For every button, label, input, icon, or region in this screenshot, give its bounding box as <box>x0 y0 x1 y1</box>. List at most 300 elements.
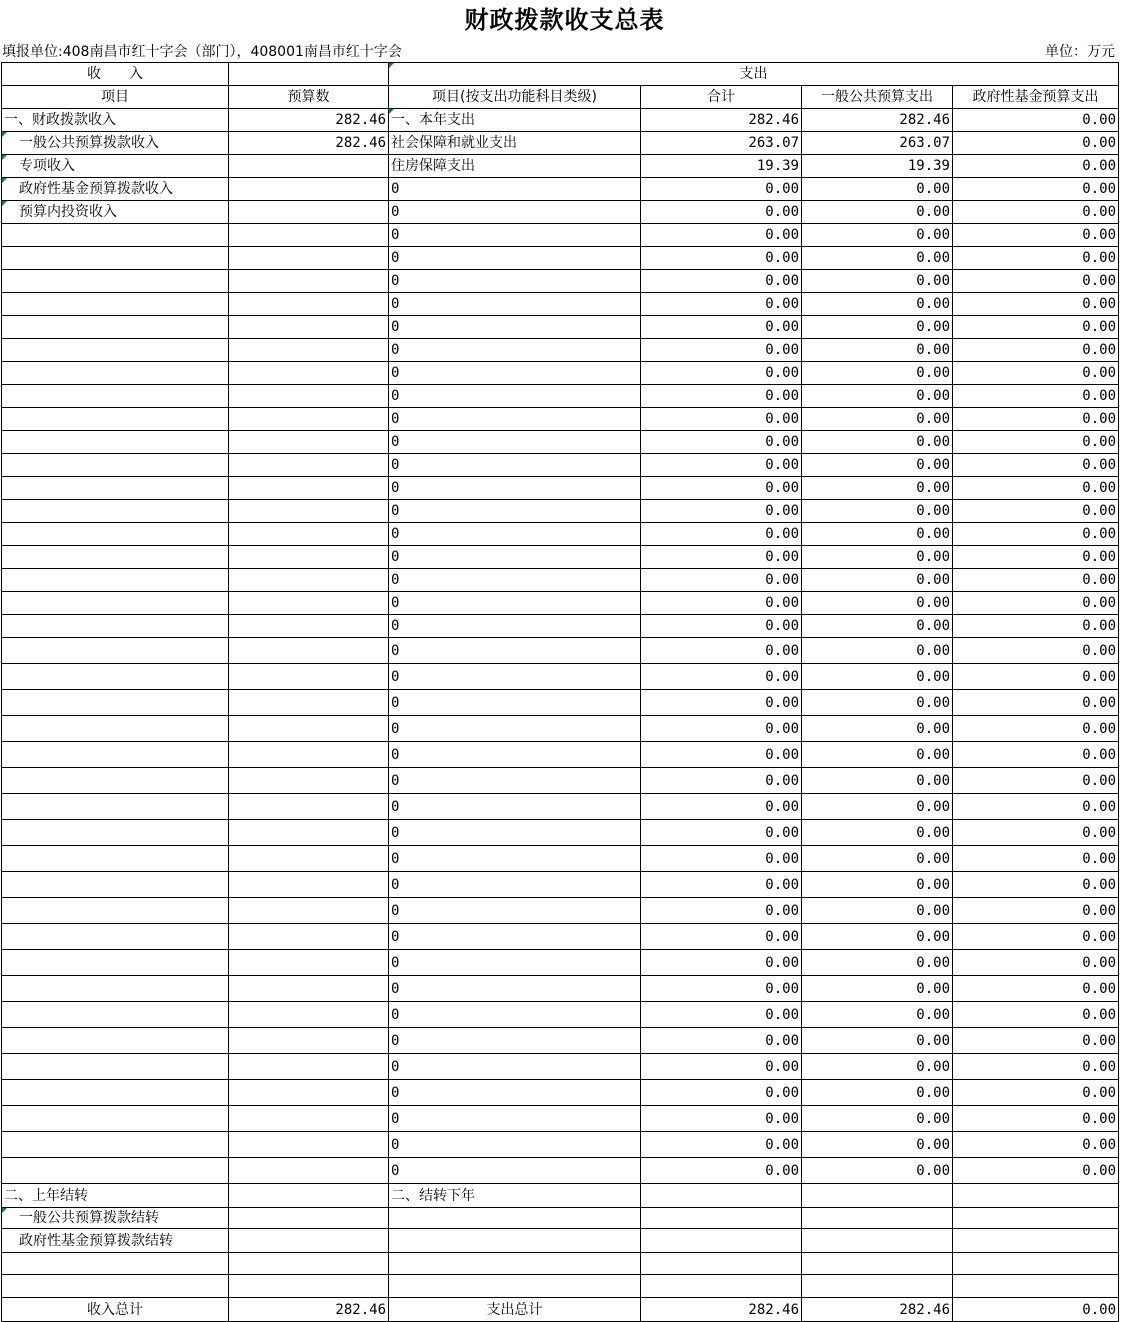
expense-item-cell: 0 <box>389 846 641 872</box>
income-item-cell <box>2 664 229 690</box>
income-item-cell <box>2 690 229 716</box>
expense-item-cell: 一、本年支出 <box>389 109 641 132</box>
carry-row <box>2 1229 1119 1253</box>
table-row <box>2 385 1119 408</box>
expense-total-cell: 0.00 <box>641 1158 802 1184</box>
expense-fund-cell: 0.00 <box>953 615 1119 638</box>
income-budget-cell <box>229 924 389 950</box>
table-row <box>2 664 1119 690</box>
table-row <box>2 109 1119 132</box>
table-row <box>2 523 1119 546</box>
expense-general-cell: 0.00 <box>802 950 953 976</box>
carry-total-cell <box>641 1275 802 1298</box>
expense-fund-cell: 0.00 <box>953 1132 1119 1158</box>
expense-total-cell: 19.39 <box>641 155 802 178</box>
expense-fund-cell: 0.00 <box>953 664 1119 690</box>
income-item-cell <box>2 546 229 569</box>
expense-fund-total-value: 0.00 <box>953 1298 1119 1322</box>
expense-general-cell: 0.00 <box>802 431 953 454</box>
expense-fund-cell: 0.00 <box>953 638 1119 664</box>
income-item-cell <box>2 385 229 408</box>
table-row <box>2 950 1119 976</box>
expense-total-cell: 0.00 <box>641 247 802 270</box>
income-total-value: 282.46 <box>229 1298 389 1322</box>
income-budget-cell <box>229 1028 389 1054</box>
income-budget-cell <box>229 768 389 794</box>
carry-total-cell <box>641 1208 802 1229</box>
table-row <box>2 178 1119 201</box>
expense-general-cell: 19.39 <box>802 155 953 178</box>
expense-fund-cell: 0.00 <box>953 976 1119 1002</box>
expense-total-cell: 0.00 <box>641 569 802 592</box>
expense-item-cell: 0 <box>389 976 641 1002</box>
carry-fund-cell <box>953 1253 1119 1275</box>
expense-item-cell: 0 <box>389 454 641 477</box>
expense-item-cell: 0 <box>389 1028 641 1054</box>
expense-fund-cell: 0.00 <box>953 132 1119 155</box>
expense-item-cell: 0 <box>389 523 641 546</box>
expense-total-cell: 263.07 <box>641 132 802 155</box>
income-budget-cell <box>229 615 389 638</box>
budget-table <box>1 62 1119 1322</box>
expense-total-cell: 0.00 <box>641 976 802 1002</box>
expense-general-total-value: 282.46 <box>802 1298 953 1322</box>
carry-expense-item-cell <box>389 1275 641 1298</box>
expense-total-cell: 0.00 <box>641 794 802 820</box>
currency-unit: 单位：万元 <box>1045 44 1115 60</box>
expense-general-cell: 0.00 <box>802 898 953 924</box>
income-item-cell <box>2 1132 229 1158</box>
expense-general-cell: 0.00 <box>802 1028 953 1054</box>
income-budget-cell <box>229 664 389 690</box>
expense-item-cell: 0 <box>389 385 641 408</box>
expense-total-cell: 282.46 <box>641 109 802 132</box>
expense-fund-cell: 0.00 <box>953 872 1119 898</box>
expense-item-cell: 0 <box>389 1106 641 1132</box>
expense-fund-cell: 0.00 <box>953 1080 1119 1106</box>
expense-total-label: 支出总计 <box>389 1298 641 1322</box>
col-total-header: 合计 <box>641 86 802 109</box>
expense-general-cell: 0.00 <box>802 638 953 664</box>
expense-general-cell: 0.00 <box>802 592 953 615</box>
table-row <box>2 293 1119 316</box>
expense-item-cell: 0 <box>389 500 641 523</box>
table-row <box>2 924 1119 950</box>
column-header-row <box>2 86 1119 109</box>
expense-item-cell: 0 <box>389 690 641 716</box>
table-row <box>2 270 1119 293</box>
expense-item-cell: 0 <box>389 716 641 742</box>
expense-item-cell: 0 <box>389 768 641 794</box>
table-row <box>2 716 1119 742</box>
income-budget-cell <box>229 638 389 664</box>
expense-general-cell: 0.00 <box>802 690 953 716</box>
income-item-cell <box>2 716 229 742</box>
expense-fund-cell: 0.00 <box>953 742 1119 768</box>
col-fund-header: 政府性基金预算支出 <box>953 86 1119 109</box>
income-budget-cell <box>229 247 389 270</box>
expense-item-cell: 0 <box>389 477 641 500</box>
expense-total-cell: 0.00 <box>641 201 802 224</box>
table-row <box>2 132 1119 155</box>
expense-general-cell: 0.00 <box>802 293 953 316</box>
table-row <box>2 339 1119 362</box>
expense-item-cell: 0 <box>389 794 641 820</box>
expense-total-cell: 0.00 <box>641 546 802 569</box>
carry-budget-cell <box>229 1208 389 1229</box>
income-item-cell <box>2 1002 229 1028</box>
income-item-cell <box>2 1028 229 1054</box>
table-row <box>2 898 1119 924</box>
table-row <box>2 362 1119 385</box>
expense-fund-cell: 0.00 <box>953 339 1119 362</box>
income-budget-cell <box>229 500 389 523</box>
expense-fund-cell: 0.00 <box>953 454 1119 477</box>
expense-total-cell: 0.00 <box>641 742 802 768</box>
expense-fund-cell: 0.00 <box>953 293 1119 316</box>
expense-total-cell: 0.00 <box>641 1106 802 1132</box>
expense-general-cell: 0.00 <box>802 820 953 846</box>
carry-row <box>2 1208 1119 1229</box>
expense-total-value: 282.46 <box>641 1298 802 1322</box>
income-item-cell <box>2 638 229 664</box>
income-budget-cell <box>229 690 389 716</box>
expense-total-cell: 0.00 <box>641 846 802 872</box>
income-item-cell <box>2 270 229 293</box>
expense-item-cell: 0 <box>389 408 641 431</box>
expense-fund-cell: 0.00 <box>953 500 1119 523</box>
table-row <box>2 690 1119 716</box>
expense-general-cell: 282.46 <box>802 109 953 132</box>
carry-budget-cell <box>229 1275 389 1298</box>
income-budget-cell <box>229 1132 389 1158</box>
income-budget-cell <box>229 898 389 924</box>
income-budget-cell <box>229 546 389 569</box>
table-row <box>2 615 1119 638</box>
table-row <box>2 1158 1119 1184</box>
table-row <box>2 247 1119 270</box>
expense-total-cell: 0.00 <box>641 224 802 247</box>
carry-total-cell <box>641 1184 802 1208</box>
col-item-header: 项目 <box>2 86 229 109</box>
income-budget-cell <box>229 155 389 178</box>
expense-item-cell: 0 <box>389 924 641 950</box>
expense-general-cell: 0.00 <box>802 1080 953 1106</box>
income-budget-cell <box>229 1054 389 1080</box>
income-budget-cell <box>229 362 389 385</box>
expense-item-cell: 社会保障和就业支出 <box>389 132 641 155</box>
reporting-unit: 填报单位:408南昌市红十字会（部门），408001南昌市红十字会 <box>2 44 402 60</box>
carry-general-cell <box>802 1229 953 1253</box>
income-budget-cell <box>229 1080 389 1106</box>
expense-fund-cell: 0.00 <box>953 155 1119 178</box>
expense-fund-cell: 0.00 <box>953 768 1119 794</box>
expense-item-cell: 0 <box>389 872 641 898</box>
income-item-cell <box>2 224 229 247</box>
income-budget-cell <box>229 1002 389 1028</box>
income-item-cell <box>2 768 229 794</box>
expense-general-cell: 0.00 <box>802 247 953 270</box>
expense-general-cell: 0.00 <box>802 846 953 872</box>
expense-fund-cell: 0.00 <box>953 716 1119 742</box>
expense-general-cell: 0.00 <box>802 385 953 408</box>
expense-general-cell: 0.00 <box>802 270 953 293</box>
expense-general-cell: 0.00 <box>802 664 953 690</box>
income-item-cell <box>2 500 229 523</box>
income-budget-cell <box>229 1158 389 1184</box>
income-item-cell <box>2 431 229 454</box>
expense-total-cell: 0.00 <box>641 293 802 316</box>
expense-item-cell: 0 <box>389 431 641 454</box>
table-row <box>2 1028 1119 1054</box>
income-item-cell <box>2 362 229 385</box>
expense-general-cell: 0.00 <box>802 1158 953 1184</box>
expense-general-cell: 0.00 <box>802 615 953 638</box>
expense-general-cell: 0.00 <box>802 716 953 742</box>
income-item-cell <box>2 316 229 339</box>
income-budget-cell <box>229 316 389 339</box>
income-item-cell <box>2 247 229 270</box>
income-item-cell <box>2 820 229 846</box>
expense-item-cell: 0 <box>389 224 641 247</box>
expense-fund-cell: 0.00 <box>953 477 1119 500</box>
income-item-cell <box>2 523 229 546</box>
income-item-cell <box>2 924 229 950</box>
table-row <box>2 1132 1119 1158</box>
expense-item-cell: 0 <box>389 1054 641 1080</box>
carry-item-cell: 一般公共预算拨款结转 <box>2 1208 229 1229</box>
carry-general-cell <box>802 1253 953 1275</box>
income-item-cell <box>2 615 229 638</box>
expense-fund-cell: 0.00 <box>953 592 1119 615</box>
expense-item-cell: 0 <box>389 615 641 638</box>
table-row <box>2 454 1119 477</box>
totals-row <box>2 1298 1119 1322</box>
col-general-header: 一般公共预算支出 <box>802 86 953 109</box>
expense-fund-cell: 0.00 <box>953 546 1119 569</box>
income-item-cell <box>2 976 229 1002</box>
expense-general-cell: 0.00 <box>802 1054 953 1080</box>
table-row <box>2 1106 1119 1132</box>
expense-fund-cell: 0.00 <box>953 569 1119 592</box>
expense-fund-cell: 0.00 <box>953 794 1119 820</box>
income-item-cell <box>2 339 229 362</box>
expense-fund-cell: 0.00 <box>953 950 1119 976</box>
income-item-cell <box>2 950 229 976</box>
income-item-cell <box>2 1080 229 1106</box>
table-row <box>2 592 1119 615</box>
table-row <box>2 1080 1119 1106</box>
expense-general-cell: 0.00 <box>802 339 953 362</box>
expense-fund-cell: 0.00 <box>953 1054 1119 1080</box>
expense-item-cell: 0 <box>389 339 641 362</box>
expense-fund-cell: 0.00 <box>953 820 1119 846</box>
expense-total-cell: 0.00 <box>641 523 802 546</box>
carry-general-cell <box>802 1184 953 1208</box>
table-row <box>2 224 1119 247</box>
group-header-row <box>2 63 1119 86</box>
expense-item-cell: 0 <box>389 569 641 592</box>
expense-fund-cell: 0.00 <box>953 1002 1119 1028</box>
expense-total-cell: 0.00 <box>641 872 802 898</box>
expense-fund-cell: 0.00 <box>953 431 1119 454</box>
expense-general-cell: 0.00 <box>802 178 953 201</box>
expense-item-cell: 0 <box>389 1158 641 1184</box>
income-budget-cell: 282.46 <box>229 109 389 132</box>
carry-total-cell <box>641 1229 802 1253</box>
carry-general-cell <box>802 1275 953 1298</box>
income-budget-cell <box>229 431 389 454</box>
col-exp-item-header: 项目(按支出功能科目类级) <box>389 86 641 109</box>
expense-general-cell: 0.00 <box>802 872 953 898</box>
table-row <box>2 1054 1119 1080</box>
expense-total-cell: 0.00 <box>641 270 802 293</box>
expense-fund-cell: 0.00 <box>953 178 1119 201</box>
income-budget-cell <box>229 454 389 477</box>
carry-item-cell <box>2 1275 229 1298</box>
table-row <box>2 546 1119 569</box>
expense-general-cell: 0.00 <box>802 546 953 569</box>
income-budget-cell <box>229 385 389 408</box>
income-item-cell <box>2 872 229 898</box>
expense-group-header: 支出 <box>389 63 1119 86</box>
carry-expense-item-cell <box>389 1229 641 1253</box>
table-row <box>2 500 1119 523</box>
income-budget-cell <box>229 592 389 615</box>
expense-total-cell: 0.00 <box>641 316 802 339</box>
expense-item-cell: 0 <box>389 362 641 385</box>
income-budget-cell: 282.46 <box>229 132 389 155</box>
income-item-cell: 一、财政拨款收入 <box>2 109 229 132</box>
table-row <box>2 431 1119 454</box>
expense-total-cell: 0.00 <box>641 408 802 431</box>
expense-general-cell: 0.00 <box>802 224 953 247</box>
carry-expense-item-cell <box>389 1208 641 1229</box>
expense-total-cell: 0.00 <box>641 592 802 615</box>
expense-total-cell: 0.00 <box>641 638 802 664</box>
expense-fund-cell: 0.00 <box>953 690 1119 716</box>
expense-item-cell: 0 <box>389 950 641 976</box>
expense-total-cell: 0.00 <box>641 716 802 742</box>
expense-fund-cell: 0.00 <box>953 247 1119 270</box>
expense-item-cell: 0 <box>389 546 641 569</box>
income-budget-cell <box>229 872 389 898</box>
income-item-cell <box>2 408 229 431</box>
expense-item-cell: 0 <box>389 820 641 846</box>
income-budget-cell <box>229 820 389 846</box>
income-item-cell: 政府性基金预算拨款收入 <box>2 178 229 201</box>
expense-total-cell: 0.00 <box>641 1054 802 1080</box>
expense-item-cell: 0 <box>389 247 641 270</box>
expense-general-cell: 263.07 <box>802 132 953 155</box>
income-item-cell: 一般公共预算拨款收入 <box>2 132 229 155</box>
carry-item-cell <box>2 1253 229 1275</box>
income-item-cell <box>2 569 229 592</box>
expense-general-cell: 0.00 <box>802 768 953 794</box>
expense-fund-cell: 0.00 <box>953 362 1119 385</box>
income-budget-cell <box>229 201 389 224</box>
expense-item-cell: 0 <box>389 1002 641 1028</box>
expense-fund-cell: 0.00 <box>953 898 1119 924</box>
expense-fund-cell: 0.00 <box>953 316 1119 339</box>
expense-general-cell: 0.00 <box>802 316 953 339</box>
income-budget-cell <box>229 270 389 293</box>
expense-general-cell: 0.00 <box>802 454 953 477</box>
carry-total-cell <box>641 1253 802 1275</box>
expense-item-cell: 0 <box>389 178 641 201</box>
table-row <box>2 794 1119 820</box>
carry-expense-item-cell <box>389 1253 641 1275</box>
expense-general-cell: 0.00 <box>802 1132 953 1158</box>
table-row <box>2 477 1119 500</box>
page-title: 财政拨款收支总表 <box>464 6 665 34</box>
expense-general-cell: 0.00 <box>802 976 953 1002</box>
carry-fund-cell <box>953 1184 1119 1208</box>
income-budget-cell <box>229 976 389 1002</box>
expense-item-cell: 0 <box>389 270 641 293</box>
expense-fund-cell: 0.00 <box>953 408 1119 431</box>
income-budget-cell <box>229 408 389 431</box>
carry-row <box>2 1253 1119 1275</box>
expense-total-cell: 0.00 <box>641 1080 802 1106</box>
expense-general-cell: 0.00 <box>802 742 953 768</box>
expense-item-cell: 0 <box>389 293 641 316</box>
income-item-cell <box>2 477 229 500</box>
income-item-cell <box>2 742 229 768</box>
carry-budget-cell <box>229 1229 389 1253</box>
expense-item-cell: 0 <box>389 592 641 615</box>
expense-total-cell: 0.00 <box>641 924 802 950</box>
expense-general-cell: 0.00 <box>802 500 953 523</box>
table-row <box>2 316 1119 339</box>
income-budget-cell <box>229 178 389 201</box>
expense-total-cell: 0.00 <box>641 339 802 362</box>
expense-general-cell: 0.00 <box>802 569 953 592</box>
income-item-cell <box>2 898 229 924</box>
expense-total-cell: 0.00 <box>641 431 802 454</box>
expense-total-cell: 0.00 <box>641 1002 802 1028</box>
expense-item-cell: 0 <box>389 742 641 768</box>
carry-budget-cell <box>229 1253 389 1275</box>
table-row <box>2 155 1119 178</box>
income-budget-cell <box>229 716 389 742</box>
income-item-cell <box>2 1054 229 1080</box>
expense-item-cell: 0 <box>389 1132 641 1158</box>
expense-fund-cell: 0.00 <box>953 523 1119 546</box>
table-row <box>2 846 1119 872</box>
table-row <box>2 872 1119 898</box>
expense-total-cell: 0.00 <box>641 820 802 846</box>
expense-fund-cell: 0.00 <box>953 224 1119 247</box>
expense-fund-cell: 0.00 <box>953 109 1119 132</box>
carry-general-cell <box>802 1208 953 1229</box>
carry-item-cell: 二、上年结转 <box>2 1184 229 1208</box>
table-row <box>2 408 1119 431</box>
income-item-cell <box>2 454 229 477</box>
expense-total-cell: 0.00 <box>641 615 802 638</box>
carry-fund-cell <box>953 1208 1119 1229</box>
expense-total-cell: 0.00 <box>641 362 802 385</box>
expense-item-cell: 0 <box>389 638 641 664</box>
expense-general-cell: 0.00 <box>802 924 953 950</box>
expense-fund-cell: 0.00 <box>953 1028 1119 1054</box>
table-row <box>2 638 1119 664</box>
income-budget-cell <box>229 846 389 872</box>
carry-expense-item-cell: 二、结转下年 <box>389 1184 641 1208</box>
expense-total-cell: 0.00 <box>641 664 802 690</box>
carry-row <box>2 1275 1119 1298</box>
expense-total-cell: 0.00 <box>641 178 802 201</box>
